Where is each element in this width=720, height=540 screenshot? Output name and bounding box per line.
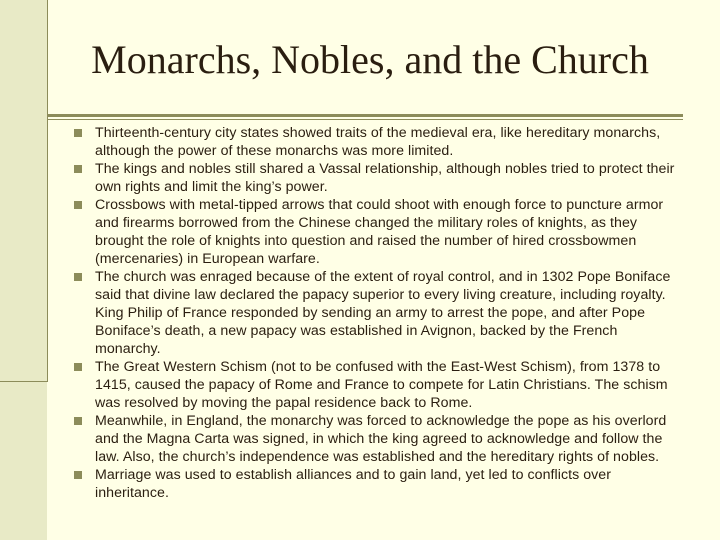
bullet-text: Thirteenth-century city states showed traits of the medieval era, like hereditary monarchs, although the power of these monarchs was more limited. xyxy=(95,125,661,159)
bullet-text: The kings and nobles still shared a Vassal relationship, although nobles tried to protect their own rights and limit the king’s power. xyxy=(95,161,675,195)
square-bullet-icon xyxy=(74,273,82,281)
bullet-item xyxy=(74,196,686,268)
square-bullet-icon xyxy=(74,129,82,137)
slide-title: Monarchs, Nobles, and the Church xyxy=(91,37,649,82)
square-bullet-icon xyxy=(74,165,82,173)
square-bullet-icon xyxy=(74,417,82,425)
side-band xyxy=(0,0,47,540)
bullet-text: Meanwhile, in England, the monarchy was forced to acknowledge the pope as his overlord and the Magna Carta was signed, in which the king agreed to acknowledge and follow the law. Also, the church’s independence was established and the hereditary rights of nobles. xyxy=(95,413,667,465)
bullet-text: Crossbows with metal-tipped arrows that could shoot with enough force to puncture armor and firearms borrowed from the Chinese changed the military roles of knights, as they brought the role of knights into question and raised the number of hired crossbowmen (mercenaries) in European warfare. xyxy=(95,197,664,267)
square-bullet-icon xyxy=(74,201,82,209)
title-rule xyxy=(47,114,683,117)
title-rule-thin xyxy=(47,119,683,120)
bullet-list xyxy=(74,124,686,502)
bullet-item xyxy=(74,412,686,466)
bullet-item xyxy=(74,124,686,160)
bullet-item xyxy=(74,160,686,196)
bullet-item xyxy=(74,358,686,412)
bullet-text: The Great Western Schism (not to be confused with the East-West Schism), from 1378 to 1415, caused the papacy of Rome and France to compete for Latin Christians. The schism was resolved by moving the papal residence back to Rome. xyxy=(95,359,668,411)
square-bullet-icon xyxy=(74,471,82,479)
bullet-text: The church was enraged because of the extent of royal control, and in 1302 Pope Boniface said that divine law declared the papacy superior to every living creature, including royalty. King Philip of France responded by sending an army to arrest the pope, and after Pope Boniface’s death, a new papacy was established in Avignon, backed by the French monarchy. xyxy=(95,269,671,357)
bullet-text: Marriage was used to establish alliances and to gain land, yet led to conflicts over inheritance. xyxy=(95,467,612,501)
side-tick-line xyxy=(0,381,47,382)
square-bullet-icon xyxy=(74,363,82,371)
bullet-item xyxy=(74,268,686,358)
bullet-item xyxy=(74,466,686,502)
